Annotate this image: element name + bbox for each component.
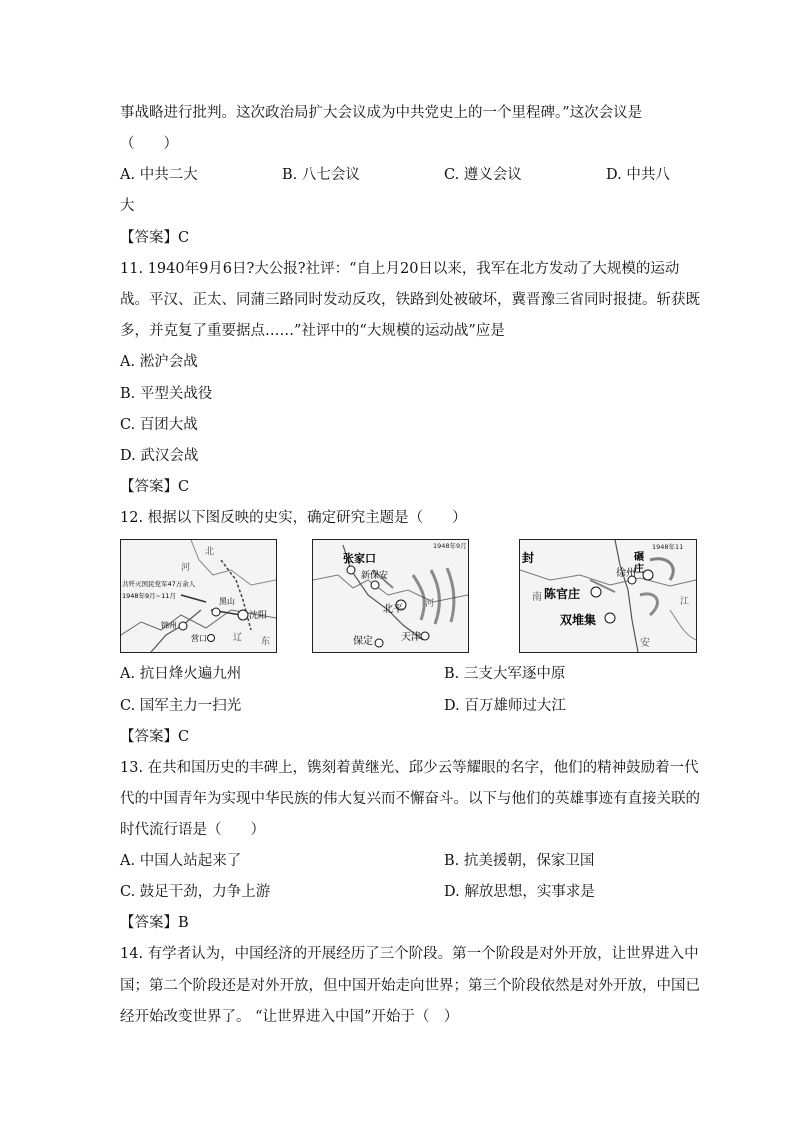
svg-text:沈阳: 沈阳: [249, 611, 268, 621]
q13-option-d[interactable]: D. 解放思想，实事求是: [444, 884, 595, 900]
svg-text:北平: 北平: [383, 604, 403, 615]
q11-option-a[interactable]: A. 淞沪会战: [120, 354, 198, 370]
svg-text:河: 河: [425, 599, 435, 609]
map-pingjin-drawing: [313, 540, 468, 652]
q13-option-a[interactable]: A. 中国人站起来了: [120, 853, 242, 869]
q10-option-a[interactable]: A. 中共二大: [120, 167, 198, 183]
q13-stem-line2: 代的中国青年为实现中华民族的伟大复兴而不懈奋斗。以下与他们的英雄事迹有直接关联的: [120, 791, 700, 807]
q11-option-b[interactable]: B. 平型关战役: [120, 386, 213, 402]
svg-text:徐州: 徐州: [616, 568, 636, 579]
q11-answer: 【答案】C: [120, 479, 190, 495]
svg-text:共歼灭国民党军47万余人: 共歼灭国民党军47万余人: [122, 580, 196, 588]
q14-stem-line2: 国；第二个阶段还是对外开放，但中国开始走向世界；第三个阶段依然是对外开放，中国已: [120, 978, 700, 994]
map-huaihai: [519, 539, 697, 653]
q10-blank: （ ）: [120, 136, 178, 152]
q12-option-a[interactable]: A. 抗日烽火遍九州: [120, 666, 242, 682]
svg-text:东: 东: [261, 637, 271, 647]
svg-text:江: 江: [680, 597, 690, 607]
map-liaoshen-drawing: [121, 540, 276, 652]
svg-text:1948年11: 1948年11: [652, 543, 684, 551]
map-liaoshen: [120, 539, 277, 653]
q10-option-d-wrap: 大: [120, 198, 135, 214]
q13-answer: 【答案】B: [120, 915, 189, 931]
q12-option-b[interactable]: B. 三支大军逐中原: [444, 666, 566, 682]
q13-stem-line1: 13. 在共和国历史的丰碑上，镌刻着黄继光、邱少云等耀眼的名字，他们的精神鼓励着一代: [120, 760, 699, 776]
q10-answer: 【答案】C: [120, 230, 190, 246]
svg-text:碾: 碾: [634, 552, 644, 563]
q14-stem-line1: 14. 有学者认为，中国经济的开展经历了三个阶段。第一个阶段是对外开放，让世界进入中: [120, 946, 699, 962]
q12-option-c[interactable]: C. 国军主力一扫光: [120, 698, 242, 714]
q11-stem-line1: 11. 1940年9月6日?大公报?社评：“自上月20日以来，我军在北方发动了大规模的运动: [120, 261, 680, 277]
svg-text:营口: 营口: [191, 634, 207, 643]
q11-stem-line2: 战。平汉、正太、同蒲三路同时发动反攻，铁路到处被破坏，冀晋豫三省同时报捷。斩获既: [120, 292, 700, 308]
q10-option-c[interactable]: C. 遵义会议: [444, 167, 522, 183]
q12-option-d[interactable]: D. 百万雄师过大江: [444, 698, 566, 714]
q13-stem-line3: 时代流行语是（ ）: [120, 822, 265, 838]
q14-stem-line3: 经开始改变世界了。 “让世界进入中国”开始于（ ）: [120, 1009, 459, 1025]
svg-text:保定: 保定: [353, 636, 373, 647]
q11-stem-line3: 多，并克复了重要据点……”社评中的“大规模的运动战”应是: [120, 323, 505, 339]
svg-text:陈官庄: 陈官庄: [544, 587, 581, 601]
q12-answer: 【答案】C: [120, 729, 190, 745]
svg-text:新保安: 新保安: [361, 571, 389, 581]
q13-option-b[interactable]: B. 抗美援朝，保家卫国: [444, 853, 595, 869]
svg-text:封: 封: [522, 551, 535, 565]
svg-text:安: 安: [640, 638, 650, 649]
svg-text:张家口: 张家口: [343, 552, 376, 565]
map-huaihai-drawing: [520, 540, 696, 652]
q10-stem-line: 事战略进行批判。这次政治局扩大会议成为中共党史上的一个里程碑。”这次会议是: [120, 105, 643, 121]
svg-text:黑山: 黑山: [219, 597, 235, 606]
q11-option-c[interactable]: C. 百团大战: [120, 417, 198, 433]
map-pingjin: [312, 539, 469, 653]
svg-text:双堆集: 双堆集: [560, 613, 597, 627]
svg-text:天津: 天津: [401, 632, 421, 643]
svg-text:1948年9月~11月: 1948年9月~11月: [122, 592, 176, 600]
svg-text:南: 南: [532, 592, 542, 603]
q12-stem: 12. 根据以下图反映的史实，确定研究主题是（ ）: [120, 510, 467, 526]
svg-text:锦州: 锦州: [161, 621, 177, 630]
svg-text:辽: 辽: [233, 633, 243, 643]
svg-text:河: 河: [181, 563, 191, 573]
svg-text:1948年9月: 1948年9月: [433, 542, 467, 550]
q10-option-b[interactable]: B. 八七会议: [282, 167, 360, 183]
q11-option-d[interactable]: D. 武汉会战: [120, 448, 199, 464]
q13-option-c[interactable]: C. 鼓足干劲，力争上游: [120, 884, 271, 900]
q10-option-d[interactable]: D. 中共八: [606, 167, 670, 183]
svg-text:北: 北: [205, 547, 215, 557]
svg-text:庄: 庄: [634, 564, 644, 575]
